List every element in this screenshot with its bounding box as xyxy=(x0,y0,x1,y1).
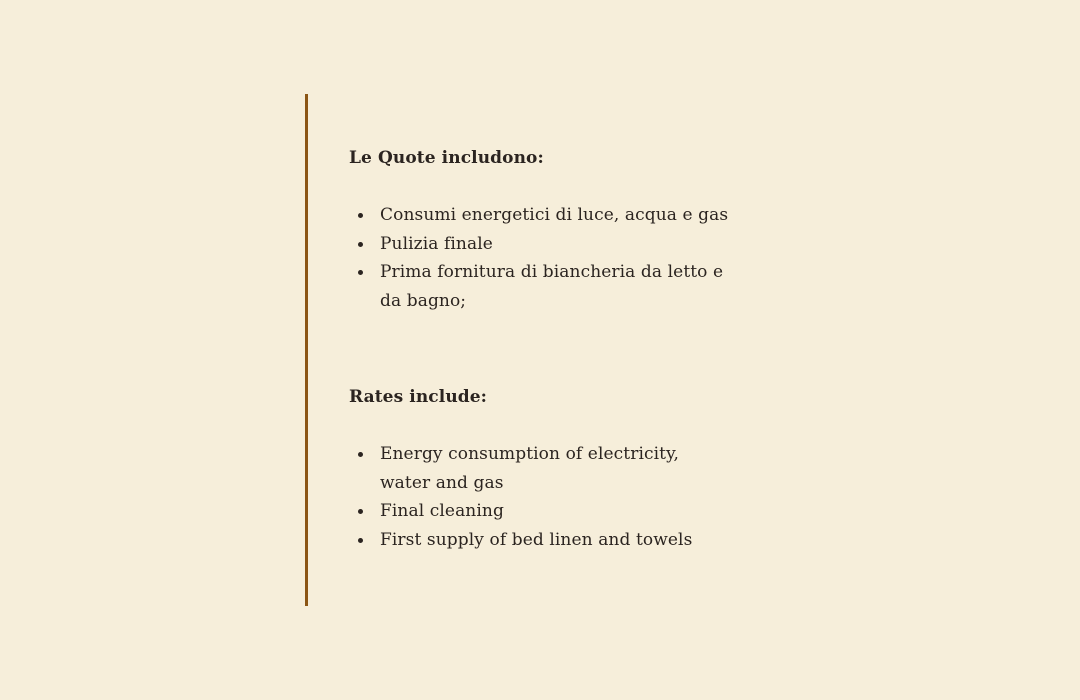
bullet-icon xyxy=(358,213,363,218)
bullet-icon xyxy=(358,509,363,514)
list-item-text: First supply of bed linen and towels xyxy=(380,529,693,550)
italian-list xyxy=(349,201,779,315)
list-item xyxy=(349,258,740,315)
list-item-text: Consumi energetici di luce, acqua e gas xyxy=(380,205,729,225)
italian-heading: Le Quote includono: xyxy=(349,148,544,168)
vertical-accent-rule xyxy=(305,94,308,606)
list-item xyxy=(349,230,779,259)
list-item xyxy=(349,201,779,230)
list-item-text: Energy consumption of electricity, water and gas xyxy=(380,444,680,493)
list-item-text: Prima fornitura di biancheria da letto e da bagno; xyxy=(380,262,724,311)
bullet-icon xyxy=(358,242,363,247)
english-section xyxy=(349,383,779,554)
rates-content xyxy=(349,144,779,554)
list-item-text: Pulizia finale xyxy=(380,233,493,254)
english-heading: Rates include: xyxy=(349,387,488,407)
bullet-icon xyxy=(358,538,363,543)
list-item-text: Final cleaning xyxy=(380,501,504,521)
italian-section xyxy=(349,144,779,315)
list-item xyxy=(349,497,779,526)
bullet-icon xyxy=(358,452,363,457)
list-item xyxy=(349,440,725,497)
english-list xyxy=(349,440,779,554)
list-item xyxy=(349,526,779,555)
bullet-icon xyxy=(358,270,363,275)
